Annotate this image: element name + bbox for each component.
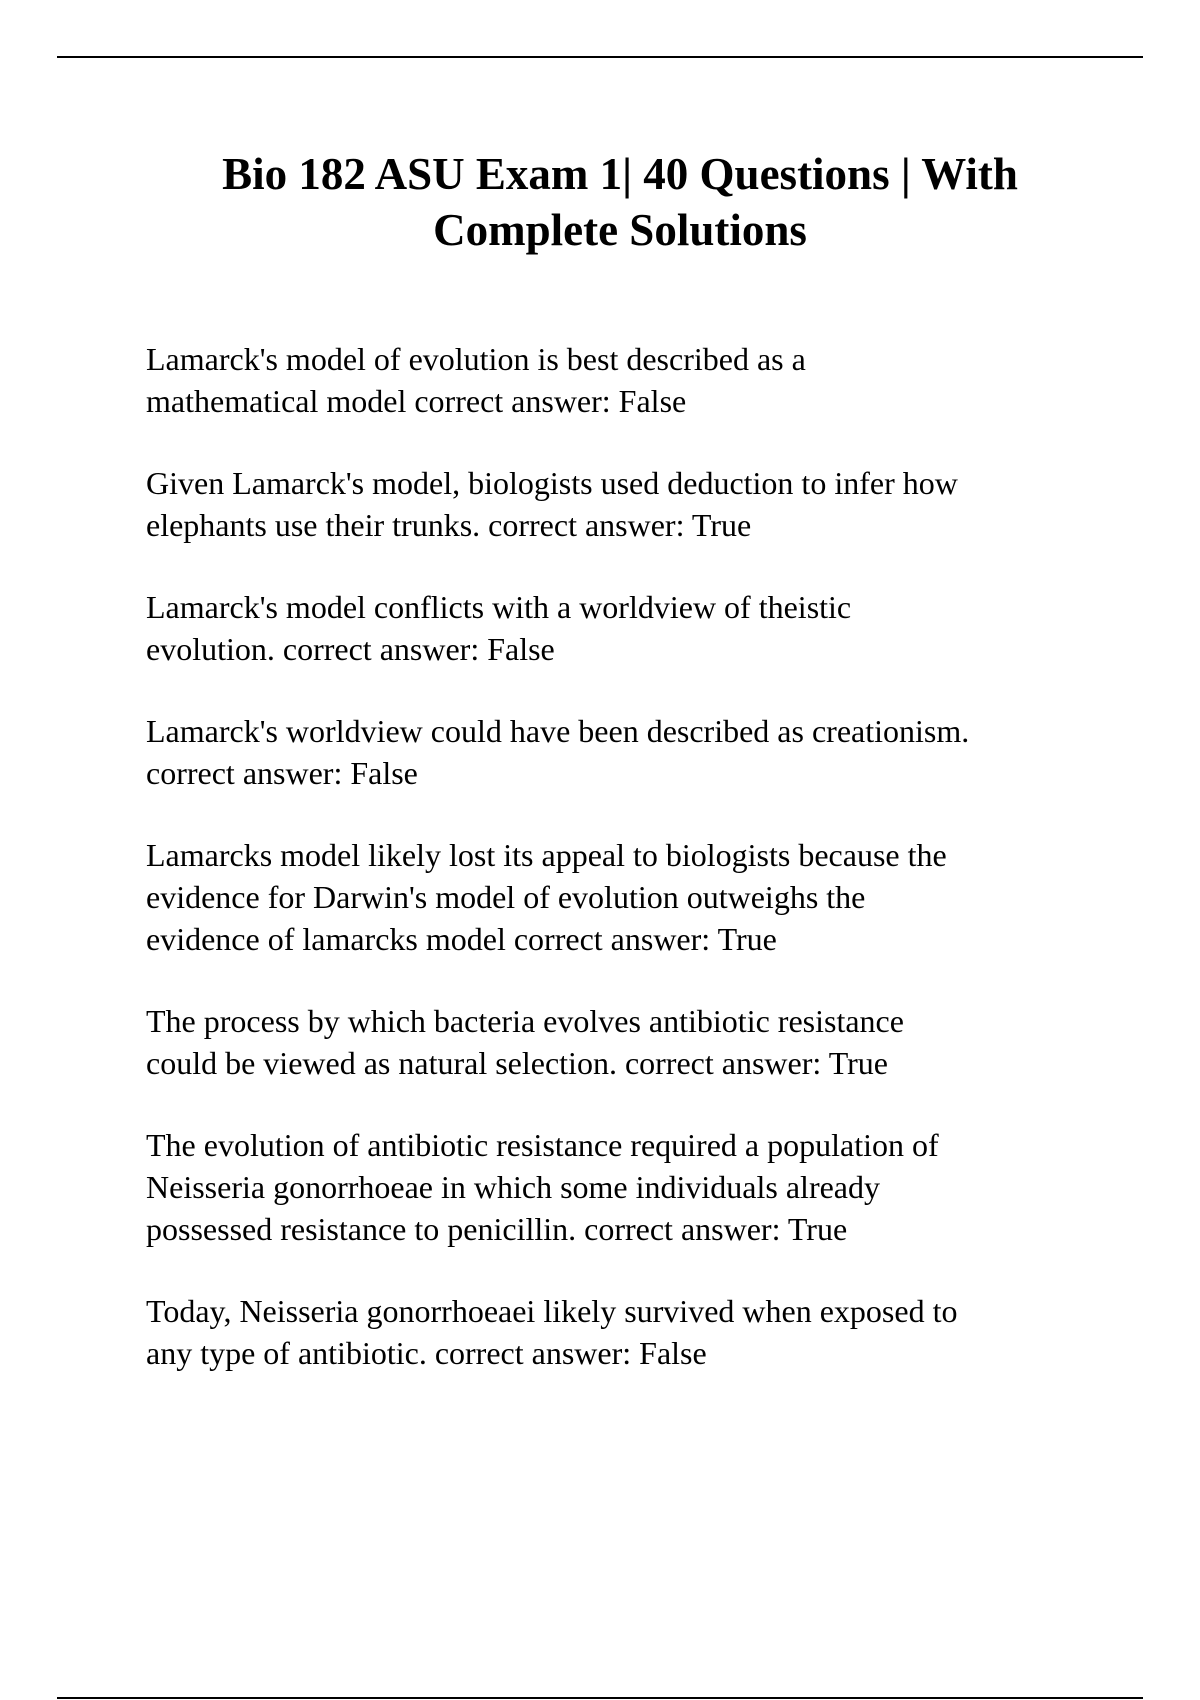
question-item — [146, 586, 1106, 670]
bottom-divider — [57, 1697, 1143, 1699]
question-text-line: The process by which bacteria evolves antibiotic resistance — [146, 1003, 904, 1039]
question-item — [146, 1000, 1106, 1084]
question-item — [146, 710, 1106, 794]
question-text-line: Lamarck's model conflicts with a worldview of theistic — [146, 589, 852, 625]
question-answer-line: evolution. correct answer: False — [146, 631, 555, 667]
question-item — [146, 1124, 1106, 1250]
top-divider — [57, 56, 1143, 58]
title-line-1: Bio 182 ASU Exam 1| 40 Questions | With — [222, 149, 1018, 199]
question-item — [146, 338, 1106, 422]
question-answer-line: mathematical model correct answer: False — [146, 383, 687, 419]
question-text-line: Neisseria gonorrhoeae in which some individuals already — [146, 1169, 880, 1205]
title-line-2: Complete Solutions — [433, 205, 807, 255]
question-answer-line: evidence of lamarcks model correct answer: True — [146, 921, 777, 957]
question-text-line: The evolution of antibiotic resistance required a population of — [146, 1127, 939, 1163]
page-title — [140, 146, 1100, 258]
question-text-line: Given Lamarck's model, biologists used deduction to infer how — [146, 465, 958, 501]
question-answer-line: elephants use their trunks. correct answer: True — [146, 507, 752, 543]
question-text-line: Lamarcks model likely lost its appeal to biologists because the — [146, 837, 947, 873]
question-answer-line: could be viewed as natural selection. correct answer: True — [146, 1045, 888, 1081]
question-text-line: evidence for Darwin's model of evolution outweighs the — [146, 879, 866, 915]
question-item — [146, 462, 1106, 546]
question-text-line: Lamarck's worldview could have been described as creationism. — [146, 713, 970, 749]
question-text-line: Today, Neisseria gonorrhoeaei likely survived when exposed to — [146, 1293, 958, 1329]
question-answer-line: possessed resistance to penicillin. correct answer: True — [146, 1211, 848, 1247]
question-list — [146, 338, 1106, 1414]
question-text-line: Lamarck's model of evolution is best described as a — [146, 341, 806, 377]
question-answer-line: any type of antibiotic. correct answer: False — [146, 1335, 707, 1371]
question-answer-line: correct answer: False — [146, 755, 418, 791]
question-item — [146, 834, 1106, 960]
question-item — [146, 1290, 1106, 1374]
